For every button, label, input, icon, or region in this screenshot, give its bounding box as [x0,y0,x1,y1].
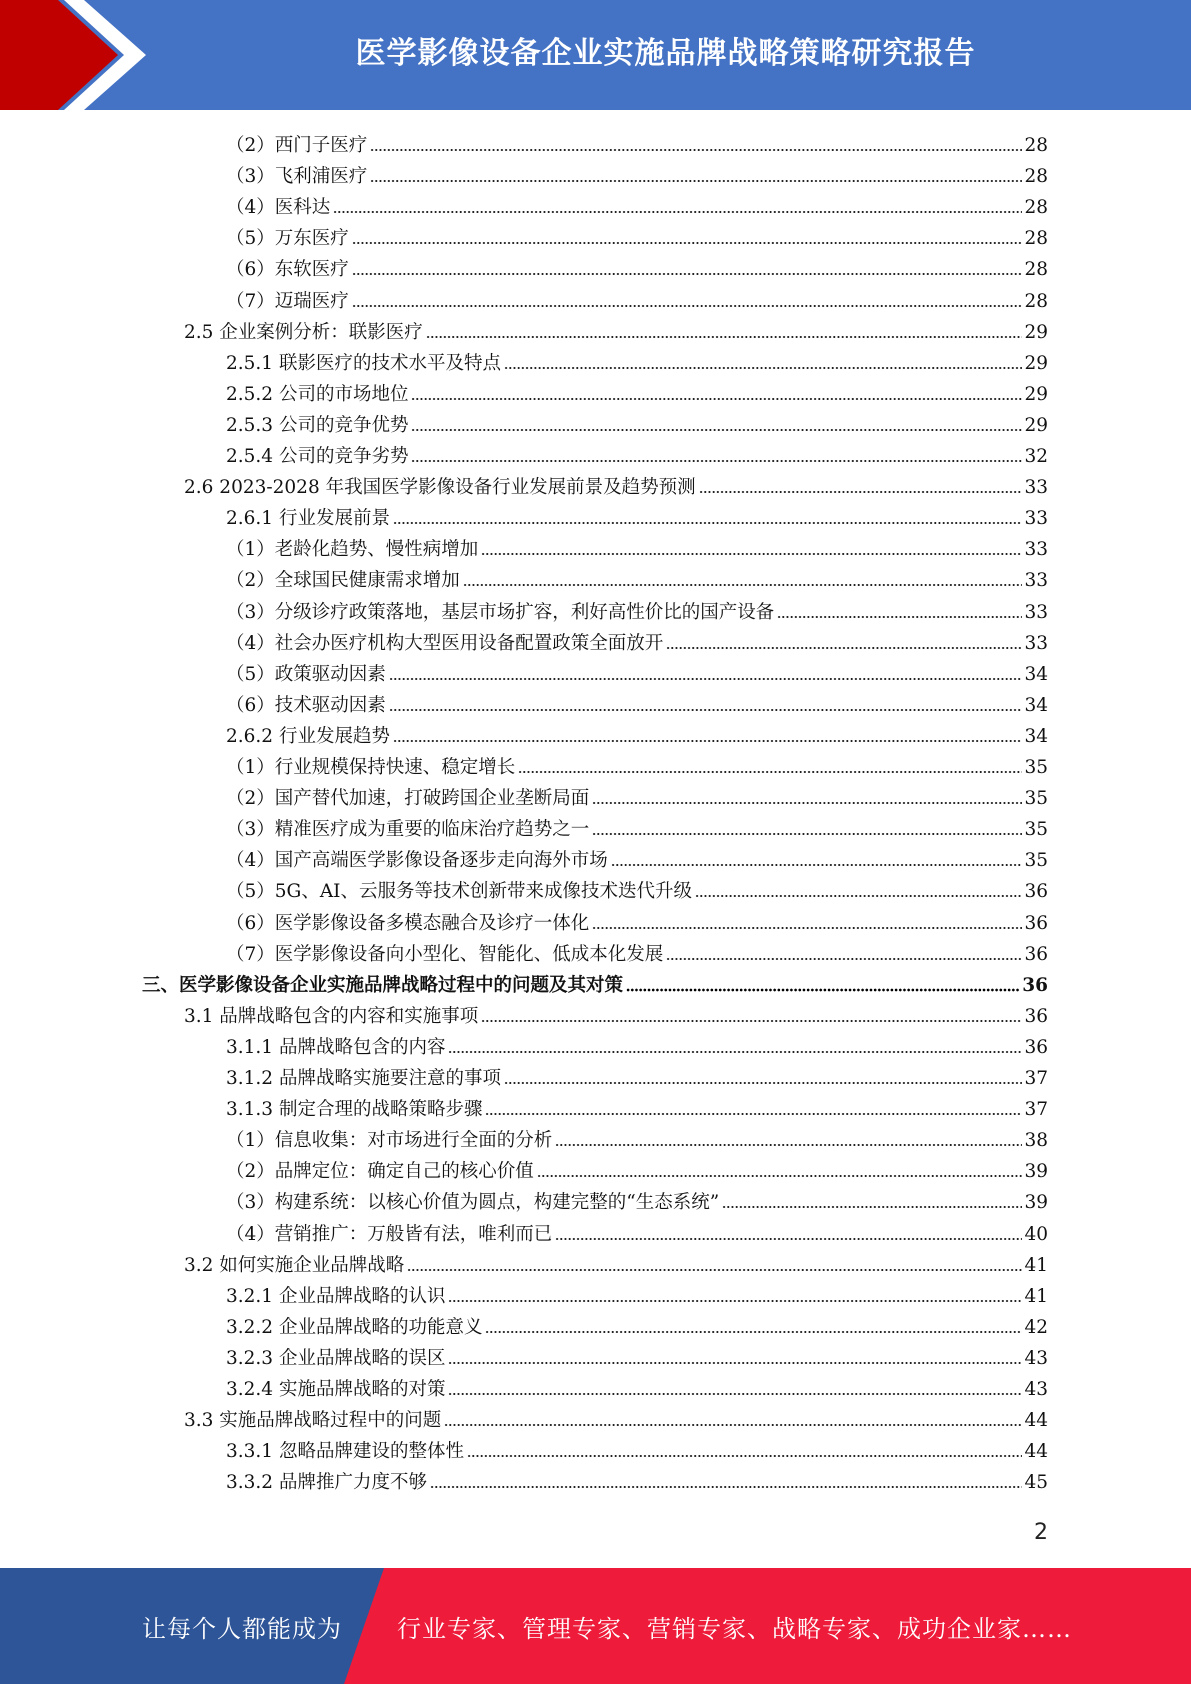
toc-entry-page: 35 [1024,788,1048,810]
toc-dot-leader [448,1360,1022,1366]
toc-entry-page: 36 [1024,881,1048,903]
footer-slogan-right: 行业专家、管理专家、营销专家、战略专家、成功企业家…… [397,1614,1072,1643]
toc-entry-title: （2）全球国民健康需求增加 [226,570,460,592]
toc-entry[interactable] [226,1216,1048,1247]
toc-dot-leader [352,303,1023,309]
toc-entry-title: 3.2.3 企业品牌战略的误区 [226,1347,446,1369]
toc-dot-leader [722,1204,1022,1210]
toc-entry[interactable] [226,842,1048,873]
toc-entry-title: 2.6 2023-2028 年我国医学影像设备行业发展前景及趋势预测 [184,477,696,499]
toc-dot-leader [393,520,1022,526]
toc-entry-title: 2.6.1 行业发展前景 [226,508,390,530]
toc-entry[interactable] [226,251,1048,282]
toc-dot-leader [430,1484,1022,1490]
toc-entry-title: 3.1.1 品牌战略包含的内容 [226,1036,446,1058]
toc-entry-page: 29 [1024,321,1048,343]
toc-entry-title: 3.1.2 品牌战略实施要注意的事项 [226,1068,501,1089]
toc-entry-page: 28 [1024,259,1048,281]
toc-entry[interactable] [226,1464,1048,1495]
toc-dot-leader [695,893,1022,899]
toc-entry-page: 36 [1024,1005,1048,1027]
page-number: 2 [1034,1520,1048,1545]
toc-entry-title: 2.5.2 公司的市场地位 [226,383,409,405]
toc-entry-title: （1）信息收集：对市场进行全面的分析 [226,1130,553,1152]
toc-entry-page: 35 [1024,850,1048,872]
toc-dot-leader [537,1173,1023,1179]
toc-dot-leader [611,862,1023,868]
toc-entry-page: 33 [1024,601,1048,623]
toc-entry-title: 3.3.1 忽略品牌建设的整体性 [226,1441,464,1463]
toc-dot-leader [504,1080,1022,1086]
toc-dot-leader [352,271,1023,277]
toc-entry-page: 28 [1024,228,1048,250]
toc-entry-title: 3.2.4 实施品牌战略的对策 [226,1379,446,1400]
toc-entry[interactable] [226,189,1048,220]
toc-entry-page: 28 [1024,166,1048,188]
toc-dot-leader [411,427,1022,433]
toc-dot-leader [699,489,1023,495]
toc-entry-page: 36 [1024,1036,1048,1058]
toc-entry[interactable] [184,1247,1048,1278]
report-header [0,0,1191,110]
toc-entry[interactable] [226,531,1048,562]
toc-entry[interactable] [226,407,1048,438]
toc-entry-title: （1）老龄化趋势、慢性病增加 [226,539,479,561]
toc-entry[interactable] [184,998,1048,1029]
toc-entry-page: 34 [1024,694,1048,716]
toc-entry[interactable] [226,1184,1048,1215]
toc-dot-leader [777,614,1022,620]
toc-entry-title: （6）技术驱动因素 [226,694,386,716]
toc-entry-page: 37 [1024,1068,1048,1089]
toc-entry-page: 39 [1024,1192,1048,1214]
toc-entry[interactable] [226,438,1048,469]
toc-dot-leader [370,147,1022,153]
toc-entry-title: 2.5.3 公司的竞争优势 [226,414,409,436]
toc-dot-leader [463,582,1023,588]
toc-entry-page: 29 [1024,352,1048,374]
toc-entry-title: 3.3.2 品牌推广力度不够 [226,1472,427,1494]
toc-dot-leader [485,1329,1022,1335]
toc-entry-title: （4）医科达 [226,197,331,219]
toc-dot-leader [426,334,1023,340]
toc-entry-page: 33 [1024,508,1048,530]
toc-entry-title: 3.2.2 企业品牌战略的功能意义 [226,1316,483,1338]
toc-entry-title: （3）精准医疗成为重要的临床治疗趋势之一 [226,819,590,841]
toc-entry[interactable] [226,376,1048,407]
toc-dot-leader [352,240,1023,246]
toc-entry[interactable] [226,1029,1048,1060]
toc-entry-page: 44 [1024,1410,1048,1432]
toc-entry-page: 40 [1024,1223,1048,1245]
toc-entry-page: 39 [1024,1161,1048,1183]
toc-entry-page: 36 [1024,912,1048,934]
toc-entry-page: 41 [1024,1254,1048,1276]
toc-entry[interactable] [226,500,1048,531]
toc-entry-title: （3）飞利浦医疗 [226,166,368,188]
toc-entry-page: 43 [1024,1379,1048,1400]
toc-entry-title: （7）医学影像设备向小型化、智能化、低成本化发展 [226,943,664,965]
toc-entry-title: 2.5.4 公司的竞争劣势 [226,446,409,467]
toc-entry[interactable] [226,749,1048,780]
toc-entry[interactable] [226,1278,1048,1309]
toc-entry[interactable] [226,1091,1048,1122]
toc-entry-page: 33 [1024,539,1048,561]
toc-dot-leader [626,987,1020,993]
toc-entry-title: （3）构建系统：以核心价值为圆点，构建完整的“生态系统” [226,1192,720,1214]
toc-dot-leader [444,1422,1022,1428]
toc-dot-leader [504,365,1022,371]
toc-entry-title: 2.5.1 联影医疗的技术水平及特点 [226,352,501,374]
toc-dot-leader [467,1453,1022,1459]
toc-entry-page: 37 [1024,1099,1048,1121]
toc-dot-leader [555,1142,1022,1148]
toc-dot-leader [518,769,1022,775]
toc-entry-title: （6）东软医疗 [226,259,349,281]
report-footer [0,1568,1191,1684]
footer-slogan-left: 让每个人都能成为 [142,1614,342,1643]
toc-entry-title: （5）政策驱动因素 [226,663,386,685]
toc-dot-leader [592,925,1022,931]
toc-entry[interactable] [226,1309,1048,1340]
toc-dot-leader [592,831,1022,837]
toc-entry-title: 3.1 品牌战略包含的内容和实施事项 [184,1005,479,1027]
toc-entry-title: （2）西门子医疗 [226,135,368,156]
toc-entry-title: （4）国产高端医学影像设备逐步走向海外市场 [226,850,608,872]
toc-entry-page: 42 [1024,1316,1048,1338]
toc-dot-leader [370,178,1022,184]
toc-dot-leader [389,707,1023,713]
toc-entry-title: 2.6.2 行业发展趋势 [226,725,390,747]
toc-entry[interactable] [226,687,1048,718]
toc-entry-title: （3）分级诊疗政策落地，基层市场扩容，利好高性价比的国产设备 [226,601,775,623]
toc-entry-page: 35 [1024,757,1048,778]
toc-entry-page: 28 [1024,290,1048,312]
toc-entry[interactable] [226,1340,1048,1371]
toc-entry[interactable] [226,905,1048,936]
toc-entry[interactable] [226,625,1048,656]
toc-entry[interactable] [226,345,1048,376]
toc-entry[interactable] [226,656,1048,687]
toc-entry[interactable] [184,1402,1048,1433]
toc-entry-title: （2）国产替代加速，打破跨国企业垄断局面 [226,788,590,810]
toc-entry[interactable] [226,283,1048,314]
toc-entry-title: 3.2 如何实施企业品牌战略 [184,1254,405,1276]
report-title: 医学影像设备企业实施品牌战略策略研究报告 [355,36,976,71]
toc-dot-leader [666,645,1022,651]
toc-entry[interactable] [226,127,1048,158]
toc-entry-page: 36 [1022,974,1048,996]
toc-entry[interactable] [226,780,1048,811]
toc-entry[interactable] [226,811,1048,842]
toc-entry[interactable] [226,220,1048,251]
toc-entry[interactable] [226,1060,1048,1091]
toc-dot-leader [411,396,1022,402]
toc-dot-leader [333,209,1022,215]
toc-entry-page: 35 [1024,819,1048,841]
toc-entry-page: 33 [1024,477,1048,499]
toc-entry[interactable] [226,1433,1048,1464]
toc-entry[interactable] [142,967,1048,998]
toc-entry-title: （2）品牌定位：确定自己的核心价值 [226,1161,534,1183]
toc-entry-page: 44 [1024,1441,1048,1463]
toc-entry[interactable] [226,936,1048,967]
toc-entry[interactable] [226,562,1048,593]
toc-entry-title: 2.5 企业案例分析：联影医疗 [184,321,423,343]
toc-dot-leader [448,1049,1022,1055]
toc-entry[interactable] [226,1371,1048,1402]
toc-entry-page: 43 [1024,1347,1048,1369]
toc-entry-page: 28 [1024,135,1048,156]
toc-entry[interactable] [184,469,1048,500]
toc-entry[interactable] [226,873,1048,904]
toc-entry-page: 28 [1024,197,1048,219]
toc-entry-page: 34 [1024,663,1048,685]
toc-entry-page: 34 [1024,725,1048,747]
toc-entry-page: 33 [1024,632,1048,654]
toc-dot-leader [448,1391,1022,1397]
toc-entry-title: 3.3 实施品牌战略过程中的问题 [184,1410,442,1432]
toc-entry-title: 3.2.1 企业品牌战略的认识 [226,1285,446,1307]
toc-dot-leader [592,800,1022,806]
toc-entry[interactable] [226,594,1048,625]
toc-entry-page: 45 [1024,1472,1048,1494]
toc-entry-title: （1）行业规模保持快速、稳定增长 [226,757,516,778]
toc-dot-leader [393,738,1022,744]
toc-dot-leader [411,458,1022,464]
toc-entry-page: 33 [1024,570,1048,592]
toc-entry[interactable] [184,314,1048,345]
toc-entry-title: 三、医学影像设备企业实施品牌战略过程中的问题及其对策 [142,974,624,996]
toc-entry-page: 38 [1024,1130,1048,1152]
toc-entry[interactable] [226,1153,1048,1184]
toc-dot-leader [481,1018,1022,1024]
toc-entry-title: （5）万东医疗 [226,228,349,250]
toc-dot-leader [481,551,1022,557]
toc-entry-title: （4）营销推广：万般皆有法，唯利而已 [226,1223,553,1245]
toc-entry-title: （5）5G、AI、云服务等技术创新带来成像技术迭代升级 [226,881,692,903]
toc-entry-page: 29 [1024,383,1048,405]
toc-entry[interactable] [226,158,1048,189]
toc-dot-leader [666,956,1022,962]
toc-entry-page: 41 [1024,1285,1048,1307]
toc-dot-leader [485,1111,1022,1117]
toc-entry-page: 29 [1024,414,1048,436]
toc-entry-title: （7）迈瑞医疗 [226,290,349,312]
toc-entry-title: （4）社会办医疗机构大型医用设备配置政策全面放开 [226,632,664,654]
toc-entry-page: 32 [1024,446,1048,467]
toc-dot-leader [407,1267,1022,1273]
toc-entry[interactable] [226,718,1048,749]
toc-entry-title: （6）医学影像设备多模态融合及诊疗一体化 [226,912,590,934]
toc-dot-leader [448,1298,1022,1304]
toc-dot-leader [555,1236,1022,1242]
toc-dot-leader [389,676,1023,682]
toc-entry[interactable] [226,1122,1048,1153]
toc-entry-title: 3.1.3 制定合理的战略策略步骤 [226,1099,483,1121]
toc-entry-page: 36 [1024,943,1048,965]
